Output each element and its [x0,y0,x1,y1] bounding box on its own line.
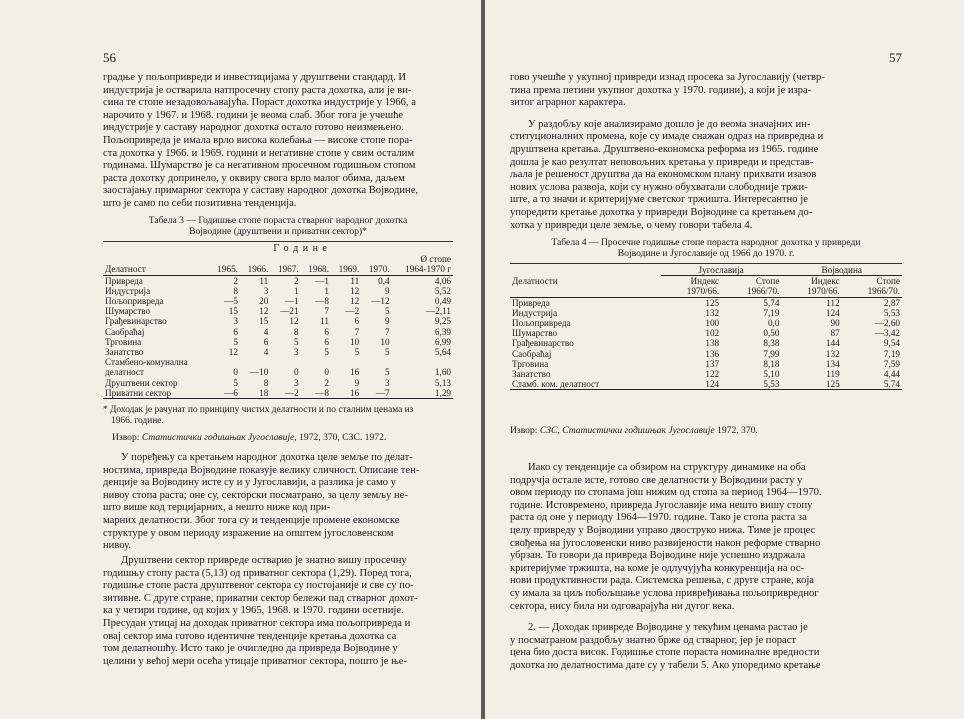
table-cell: 125 [825,379,840,390]
table-row [510,328,902,338]
row-label: Шумарство [105,306,151,317]
table-row [103,275,453,286]
text-line: структуре у овом периоду изражение на општем југословенском [103,527,394,539]
text-line: раста дохотку допринело, у оквиру свога врло малог обима, даљем [103,172,405,184]
page-number: 57 [889,50,902,65]
table-cell: 5,74 [883,379,900,390]
spacer [210,254,392,264]
text-line: убрзан. То говори да привреда Војводине није успешно издржала [510,550,806,562]
row-label: Индустрија [512,307,558,318]
row-label: Занатство [512,369,551,380]
row-label: делатност [105,367,145,378]
text-line: У раздобљу које анализирамо дошло је до веома значајних ин- [528,118,811,130]
table-row [103,367,453,377]
row-label: Занатство [105,347,144,358]
caption-line: Војводине и Југославије од 1966 до 1970. г. [617,248,795,259]
table-cell: 7,59 [883,358,900,369]
row-label: Шумарство [512,328,558,339]
table-row [103,357,453,367]
table-cell: —3,42 [874,328,900,339]
column-header: 1966. [247,264,269,275]
paragraph [510,462,902,673]
text-line: овај сектор има готово идентичне тенденције кретања дохотка са [103,630,397,642]
text-line: свођења на југословенски ниво развијености након реформе стварно [510,537,821,549]
table-cell: 11 [320,316,329,327]
table-cell: —1 [284,296,299,307]
table-cell: 9 [354,377,360,388]
text-line: целини у већој мери осећа утицаје приватног сектора, пошто је ње- [103,655,407,667]
column-header: Индекс [811,276,840,287]
table-cell [331,357,361,367]
row-label: Саобраћај [105,326,145,337]
row-label: Пољопривреда [512,318,571,329]
table-cell: 124 [705,379,720,390]
group-header: Југославија [661,265,782,276]
footnote-line: 1966. године. [111,416,164,426]
table-cell: 0 [233,367,238,378]
table-row [103,327,453,337]
table-cell: 132 [705,307,720,318]
text-line: у посматраном раздобљу знатно брже од стварног, јер је пораст [510,634,797,646]
table-cell: 5 [354,347,360,358]
table-cell: —2,11 [426,306,451,317]
table-cell: 5 [385,367,390,378]
table-cell: 15 [259,316,269,327]
data-table [103,244,453,399]
table-row [510,297,902,308]
table-row [103,388,453,399]
table-cell: 6 [233,326,238,337]
table-cell: 6,39 [434,326,451,337]
table-row [510,379,902,390]
text-line: Пољопривреда је имала врло висока колебања — високе стопе пора- [103,134,413,146]
table-cell: 3 [294,377,299,388]
table-cell: 6 [324,336,329,347]
table-cell: 2,87 [883,297,900,308]
footnote-line: * Доходак је рачунат по принципу чистих делатности и по сталним ценама из [103,405,414,415]
footnote [103,405,453,427]
table-cell: 119 [826,369,840,380]
table-cell: 0,4 [378,275,390,286]
row-label: Грађевинарство [512,338,574,349]
group-header: Војводина [781,265,902,276]
table-cell: 12 [228,347,238,358]
table-cell: 5 [233,336,238,347]
column-header: 1964-1970 г [405,264,451,275]
column-header: Стопе [755,276,780,287]
table-cell: —2 [284,387,299,398]
table-cell: 1 [294,285,299,296]
row-label: Саобраћај [512,348,552,359]
table-cell: 1,29 [434,387,451,398]
table-cell: 0,50 [763,328,780,339]
table-cell: 0,0 [767,318,780,329]
text-line: нивоу. [103,540,132,552]
text-line: ста дохотка у 1966. и 1969. години и негативне стопе у свим осталим [103,147,415,159]
row-label: Стамб. ком. делатност [512,379,600,390]
table-cell: 5 [385,347,390,358]
table-cell: 5,10 [763,369,780,380]
paragraph [103,555,453,668]
source-rest: 1972, 370. [714,425,758,436]
source-title: Статистички годишњак Југославије, [141,432,297,443]
table-cell: 136 [705,348,720,359]
table-cell: 9 [385,316,390,327]
table-source [510,425,902,436]
table-row [103,378,453,388]
row-label: Друштвени сектор [105,377,178,388]
table-cell: 7 [324,306,329,317]
text-line: подручја остале исте, готово све делатности у Војводини расту у [510,474,803,486]
table-cell: 5 [385,306,390,317]
table-row [103,296,453,306]
text-line: друштвена кретања. Друштвено-економска реформа из 1965. године [510,143,819,155]
table-cell: 5,53 [763,379,780,390]
column-header: Индекс [690,276,720,287]
table-cell: 6 [354,316,360,327]
table-cell: 7 [354,326,360,337]
column-header: 1969. [338,264,360,275]
table-cell [210,357,240,367]
column-header [392,244,453,254]
table-cell [361,357,391,367]
table-row [103,306,453,316]
text-line: градње у пољопривреди и инвестицијама у друштвени стандард. И [103,72,407,83]
paragraph [103,72,453,211]
table-caption [103,215,453,237]
page-number: 56 [103,50,116,65]
column-header: Делатност [105,264,146,275]
text-line: цена био доста висок. Годишње стопе пораста номиналне вредности [510,647,820,659]
table-cell: 87 [830,328,840,339]
table-cell: 12 [350,285,360,296]
table-cell: 3 [263,285,269,296]
text-line: марних делатности. Због тога су и тенденције промене економске [103,514,400,526]
table-cell: 134 [825,358,840,369]
text-line: дохотка по делатностима дате су у табели 5. Ако упоредимо кретање [510,659,821,671]
source-title: СЗС, Статистички годишњак Југославије [539,425,715,436]
table-cell: 1 [324,285,329,296]
row-label: Привреда [105,275,143,286]
text-line: дошла је као резултат неповољних кретања у привреди и представ- [510,156,814,168]
table-rule [510,263,902,264]
text-line: хотка у привреди целе земље, о чему говори табела 4. [510,219,753,231]
column-header: Стопе [876,276,900,287]
table-cell: 4,06 [434,275,451,286]
text-line: сина те стопе незадовољавајућа. Пораст дохотка индустрије у 1966, а [103,97,416,109]
table-cell: 6,99 [434,336,451,347]
table-row [103,347,453,357]
source-prefix: Извор: [112,432,142,443]
column-header: 1970/66. [807,286,840,297]
row-label: Привреда [512,297,550,308]
caption-line: Табела 4 — Просечне годишње стопе пораста народног дохотка у привреди [551,237,861,248]
text-line: нивоу стопа раста; оне су, секторски посматрано, за целу земљу не- [103,489,408,501]
table-cell: 9,54 [883,338,900,349]
caption-line: Војводине (друштвени и приватни сектор)* [189,226,367,237]
text-line: раста од оне у периоду 1964—1970. године. Тако је стопа раста за [510,512,807,524]
table-cell: 7 [385,326,390,337]
table-cell: 5,52 [434,285,451,296]
table-cell: —2 [345,306,360,317]
table-cell: 2 [294,275,299,286]
table-cell: 100 [705,318,720,329]
text-line: Друштвени сектор привреде остварио је знатно вишу просечну [121,555,407,566]
table-cell: 3 [294,347,299,358]
table-cell: 1,60 [434,367,451,378]
text-line: љала је решеност друштва да на економском плану прихвати изазов [510,169,817,181]
table-cell: 6 [263,336,269,347]
table-cell: 4 [263,347,269,358]
text-line: упоредити кретање дохотка у привреди Војводине са кретањем до- [510,206,813,218]
table-cell: —21 [280,306,299,317]
table-row [510,369,902,379]
table-cell: 7,19 [763,307,780,318]
text-line: ностима, привреда Војводине показује велику сличност. Описане тен- [103,464,420,476]
column-header: 1966/70. [867,286,900,297]
table-cell [301,357,331,367]
table-cell: 7,99 [763,348,780,359]
table-cell [392,357,453,367]
column-header: 1968. [308,264,329,275]
text-line: ка у четири године, од којих у 1965, 1968. и 1970. години осетније. [103,605,404,617]
column-header: 1970/66. [686,286,720,297]
column-header: 1970. [368,264,390,275]
table-cell: 5,13 [434,377,451,388]
table-row [510,338,902,348]
text-line: заостајању примарног сектора у саставу народног дохотка Војводине, [103,185,419,197]
row-label: Приватни сектор [105,387,172,398]
text-line: зитог аграрног карактера. [510,97,626,109]
column-header: 1967. [277,264,299,275]
text-line: су имала за циљ побољшање услова привређивања пољопривредног [510,587,819,599]
table-rule [103,241,453,242]
text-line: индустрије у саставу народног дохотка остало готово неизмењено. [103,122,404,134]
table-source [112,432,452,443]
table-cell: —6 [224,387,238,398]
table-cell: —2,60 [874,318,900,329]
table-cell: 16 [350,367,360,378]
table-cell: 8,38 [763,338,780,349]
table-caption [510,237,902,259]
table-cell: 5 [294,336,299,347]
table-cell: 2 [324,377,329,388]
row-label: Грађевинарство [105,316,167,327]
text-line: ституционалних промена, које су имаде снажан одраз на привредна и [510,131,824,143]
text-line: ште, а то значи и критеријуме светског тржишта. Интересантно је [510,194,808,206]
table-cell: 144 [825,338,840,349]
table-cell: 16 [350,387,360,398]
table-cell: 0 [294,367,299,378]
text-line: Иако су тенденције са обзиром на структуру динамике на оба [528,462,806,473]
column-header: Делатности [512,275,558,286]
text-line: сектора, нису била ни одговарајућа ни дугог века. [510,600,735,612]
table-cell: 132 [825,348,840,359]
table-cell: 8 [233,285,238,296]
paragraph [103,452,453,553]
table-cell: —8 [315,387,329,398]
table-cell: 12 [259,306,269,317]
row-label: Пољопривреда [105,296,164,307]
row-label: Стамбено-комунална [105,357,188,368]
table-cell: 4 [263,326,269,337]
column-header: 1966/70. [747,286,780,297]
table-row [103,286,453,296]
column-header: 1965. [217,264,238,275]
table-cell: —8 [315,296,329,307]
table-row [510,359,902,369]
table-cell: 3 [233,316,238,327]
right-page [485,0,964,719]
table-cell [270,357,300,367]
text-line: годишње стопе раста друштвеног сектора су постојаније и све су по- [103,580,414,592]
text-line: Пресудан утицај на доходак приватног сектора има пољопривреда и [103,617,411,629]
table-cell: 12 [350,296,360,307]
text-line: овом периоду по стопама још нижим од стопа за период 1964—1970. [510,487,822,499]
text-line: зитивне. С друге стране, приватни сектор бележи пад стварног дохот- [103,592,418,604]
table-cell: 137 [705,358,720,369]
table-row [510,308,902,318]
source-prefix: Извор: [510,425,540,436]
table-cell: —12 [371,296,390,307]
table-cell: 11 [259,275,269,286]
text-line: У поређењу са кретањем народног дохотка целе земље по делат- [121,452,413,463]
text-line: гово учешће у укупној привреди изнад просека за Југославију (четвр- [510,72,825,83]
data-table [510,265,902,390]
table-cell: 5,64 [434,347,451,358]
table-cell: 0 [324,367,329,378]
table-row [103,316,453,326]
text-line: године. Истовремено, привреда Југославије има нешто вишу стопу [510,499,813,511]
table-cell: —10 [249,367,269,378]
table-cell: 7,19 [883,348,900,359]
text-line: годинама. Шумарство је са негативном просечном годишњом стопом [103,160,416,172]
table-cell: 9 [385,285,390,296]
table-cell: 8 [294,326,299,337]
table-cell: 8,18 [763,358,780,369]
table-cell: 4,44 [883,369,900,380]
text-line: критеријуме тржишта, на коме је одлучујућа конкуренција на ос- [510,562,805,574]
table-cell: 5,74 [763,297,780,308]
text-line: индустрија је остварила натпросечну стопу раста дохотка, али је ви- [103,84,412,96]
text-line: што више код терцијарних, а нешто ниже код при- [103,502,331,514]
table-cell: 3 [385,377,390,388]
row-label: Индустрија [105,285,151,296]
table-cell: 5,53 [883,307,900,318]
paragraph [510,72,902,232]
table-cell: 18 [259,387,269,398]
text-line: нових услова развоја, који су нужно обухватали слободније тржи- [510,181,808,193]
table-cell: —5 [224,296,238,307]
left-page [0,0,481,719]
text-line: годишњу стопу раста (5,13) од приватног сектора (1,29). Поред тога, [103,567,412,579]
table-cell: 5 [324,347,329,358]
column-header: Ø стопе [420,254,451,265]
row-label: Трговина [105,336,142,347]
table-cell: 11 [350,275,360,286]
table-cell: 2 [233,275,238,286]
table-cell: 15 [228,306,238,317]
text-line: нови продуктивности рада. Системска решења, с друге стране, која [510,575,814,587]
table-cell: 125 [705,297,720,308]
table-cell: 6 [324,326,329,337]
text-line: тина према петини укупног дохотка у 1970. години), а који је изра- [510,84,812,96]
text-line: целу привреду у Војводини управо двоструко нижа. Тиме је процес [510,524,816,536]
table-cell: 112 [826,297,840,308]
source-rest: 1972, 370, СЗС. 1972. [296,432,387,443]
table-row [103,337,453,347]
text-line: 2. — Доходак привреде Војводине у текућим ценама растао је [528,622,808,634]
table-cell: 8 [263,377,269,388]
table-cell: —1 [315,275,329,286]
text-line: том делатношћу. Исто тако је очигледно да привреда Војводине у [103,643,398,655]
table-cell: 20 [259,296,269,307]
table-cell: 10 [380,336,390,347]
table-row [510,318,902,328]
table-cell: 5 [233,377,238,388]
table-cell: 90 [830,318,840,329]
table-cell: 10 [350,336,360,347]
table-row [510,349,902,359]
text-line: што је само по себи позитивна тенденција. [103,197,297,209]
table-cell: 9,25 [434,316,451,327]
table-cell: 12 [289,316,299,327]
table-cell: 0,49 [434,296,451,307]
table-cell: 138 [705,338,720,349]
row-label: Трговина [512,358,549,369]
text-line: денције за Војводину исте су и у Југославији, а разлика је само у [103,477,396,489]
table-cell: 124 [825,307,840,318]
table-cell: 102 [705,328,720,339]
caption-line: Табела 3 — Годишње стопе пораста стварног народног дохотка [148,215,408,226]
table-cell: 122 [705,369,720,380]
table-cell: —7 [375,387,390,398]
text-line: нарочито у 1967. и 1968. години је веома слаб. Због тога је учешће [103,109,404,121]
years-header: Г о д и н е [273,243,328,254]
table-cell [240,357,270,367]
